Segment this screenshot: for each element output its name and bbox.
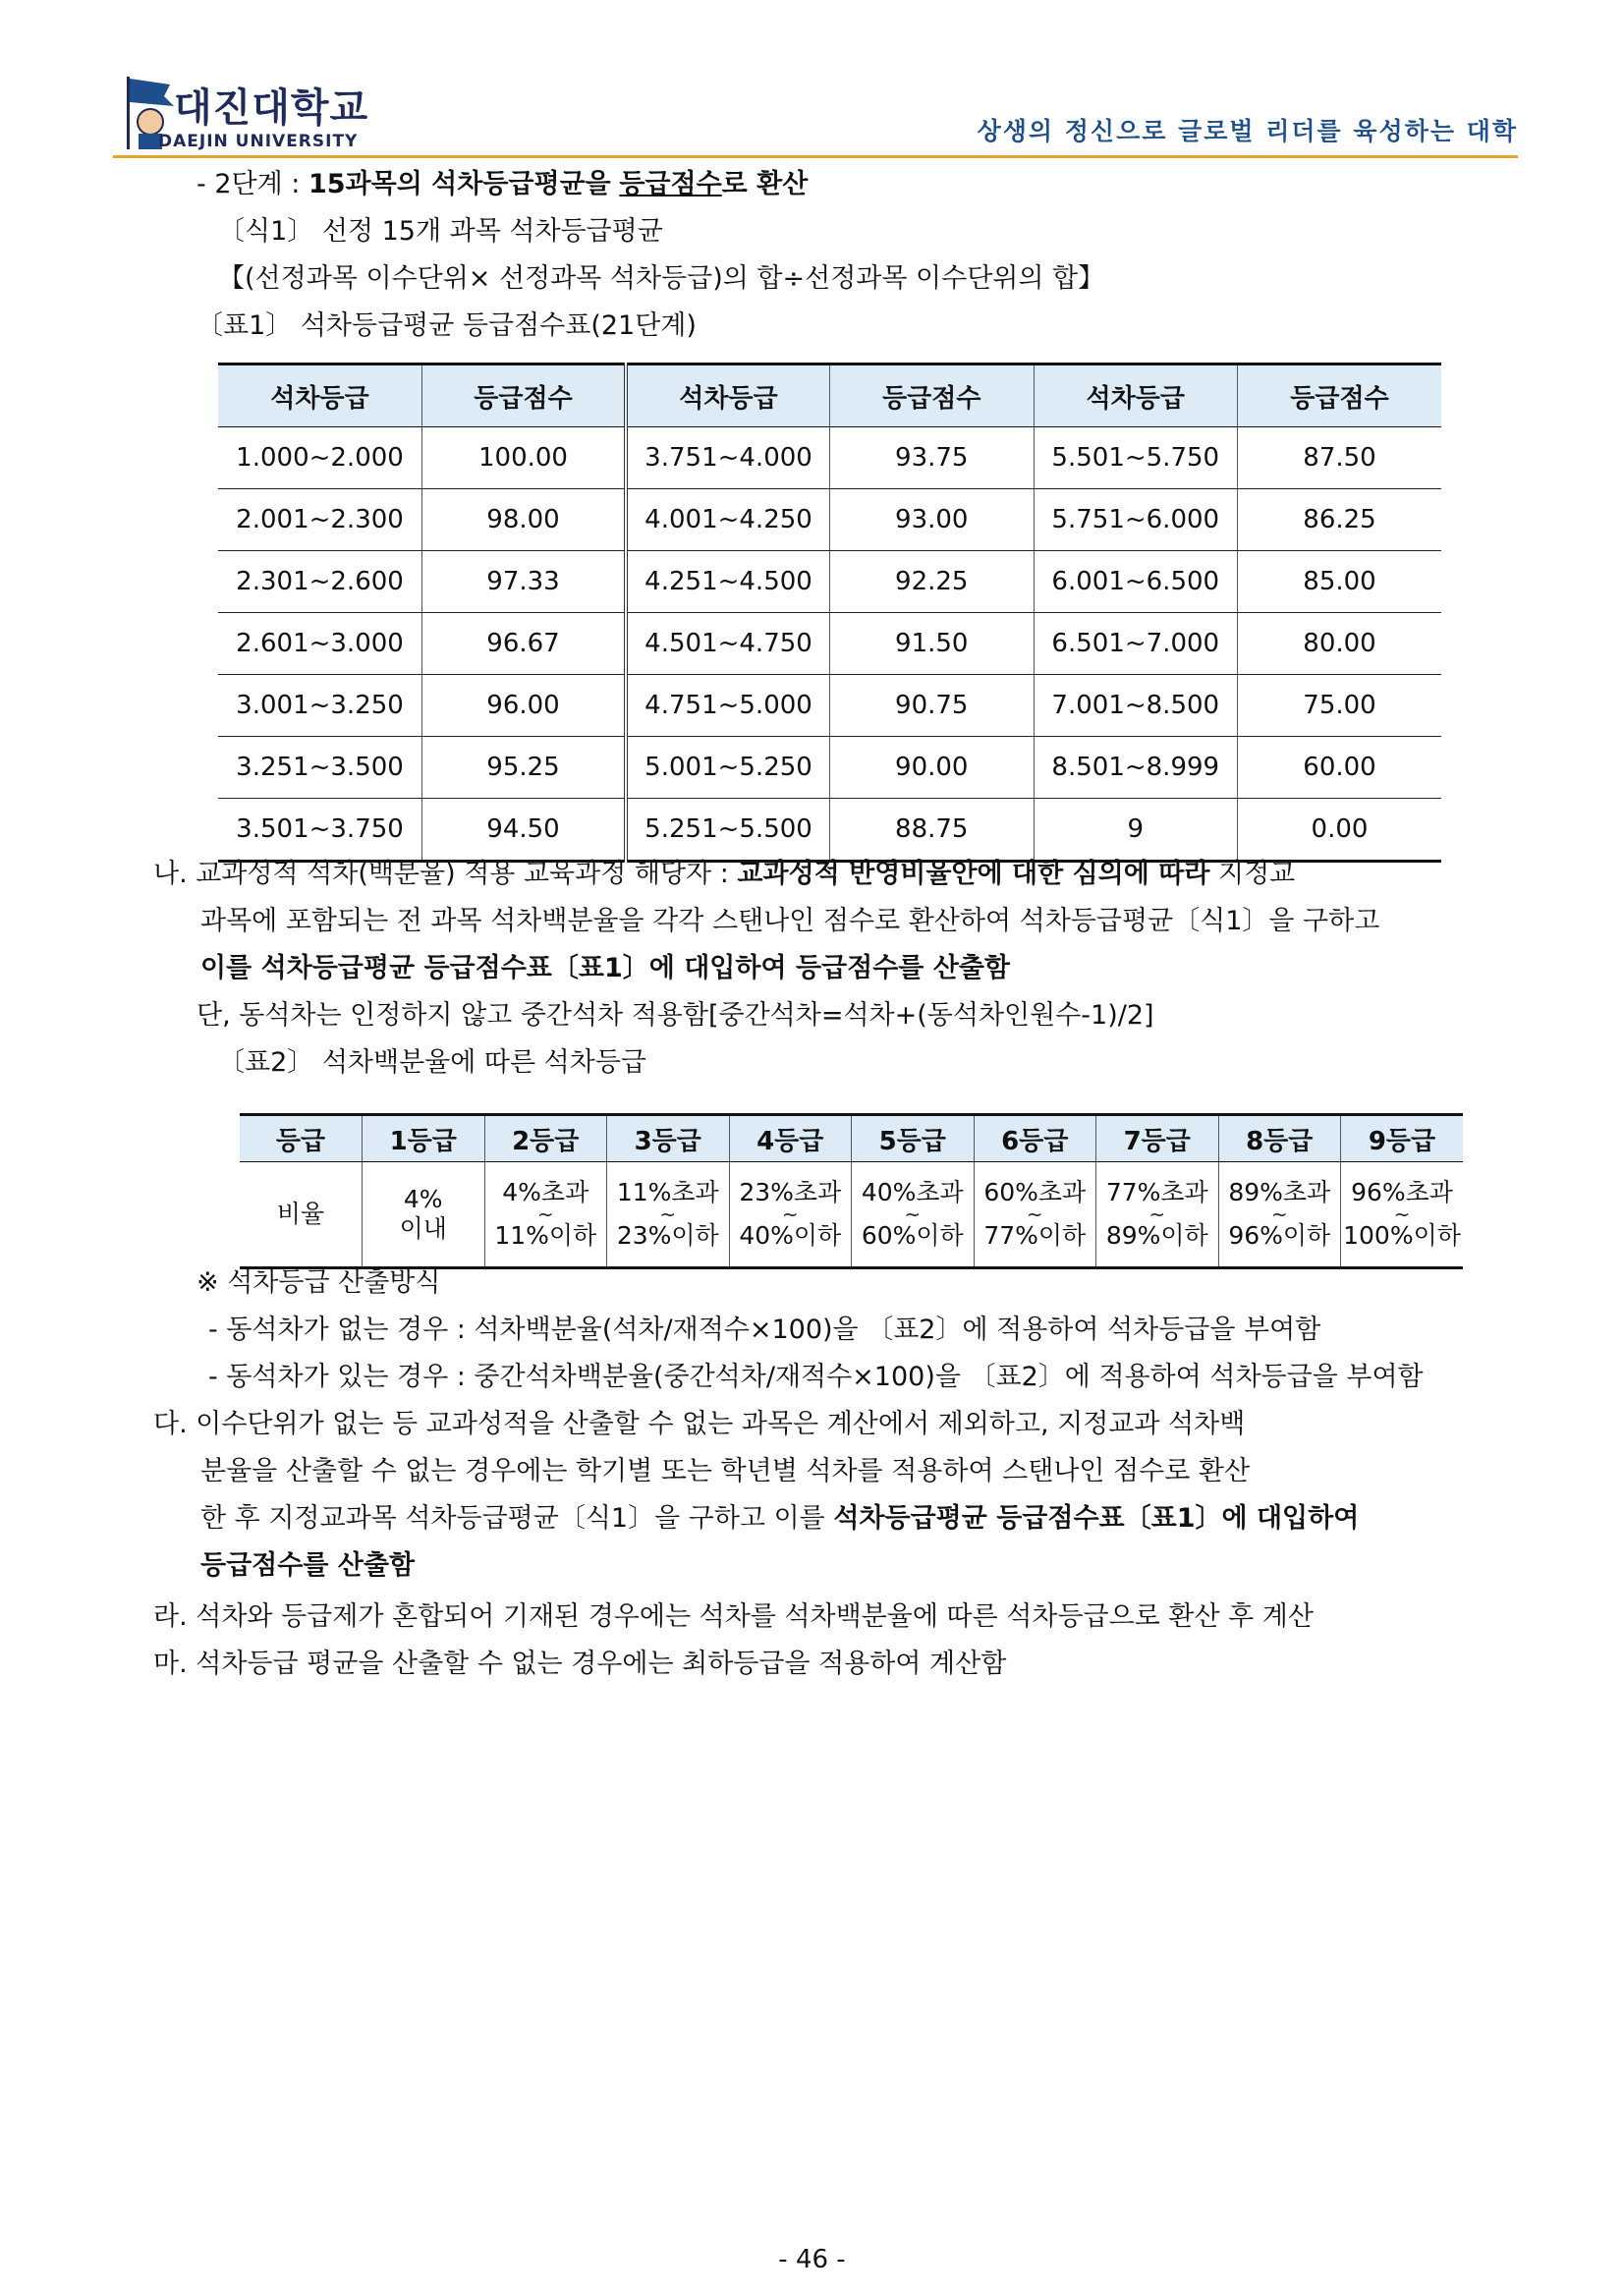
para-da-line2: 분율을 산출할 수 없는 경우에는 학기별 또는 학년별 석차를 적용하여 스탠나인 점수로 환산 [200,1456,1251,1486]
table-header-cell: 등급점수 [830,364,1035,427]
range-cell [1096,1162,1219,1268]
table-header-cell: 등급점수 [422,364,627,427]
grade-score-table [218,363,1441,863]
para-na-line1 [153,857,1295,892]
table-cell: 96.00 [422,675,627,737]
table-header-cell: 9등급 [1341,1115,1464,1162]
table-cell: 6.501~7.000 [1034,613,1238,675]
para-ra: 라. 석차와 등급제가 혼합되어 기재된 경우에는 석차를 석차백분율에 따른 석차등급으로 환산 후 계산 [153,1601,1314,1632]
range-cell [729,1162,852,1268]
slogan: 상생의 정신으로 글로벌 리더를 육성하는 대학 [977,117,1518,145]
range-cell [607,1162,730,1268]
table-cell: 2.601~3.000 [218,613,422,675]
range-mark: ~ [1148,1203,1166,1226]
table-cell: 1.000~2.000 [218,427,422,489]
table-cell: 8.501~8.999 [1034,737,1238,799]
row-label: 비율 [240,1162,363,1268]
table-header-cell: 석차등급 [218,364,422,427]
table-cell: 90.75 [830,675,1035,737]
range-upper: 77%이하 [983,1221,1087,1250]
grade1-line1: 4% [403,1185,443,1213]
table-cell: 6.001~6.500 [1034,551,1238,613]
table-cell: 5.501~5.750 [1034,427,1238,489]
table-cell: 60.00 [1238,737,1442,799]
table2-caption: 〔표2〕 석차백분율에 따른 석차등급 [218,1047,646,1078]
table-cell: 91.50 [830,613,1035,675]
table-header-cell: 3등급 [607,1115,730,1162]
range-cell [484,1162,607,1268]
table-cell: 2.001~2.300 [218,489,422,551]
table-cell: 5.001~5.250 [626,737,830,799]
para-na-suffix: 지정교 [1218,859,1296,889]
method-item2: - 동석차가 있는 경우 : 중간석차백분율(중간석차/재적수×100)을 〔표2〕에 적용하여 석차등급을 부여함 [208,1362,1424,1392]
range-lower: 11%초과 [616,1178,719,1206]
table-header-row [218,364,1441,427]
para-ma: 마. 석차등급 평균을 산출할 수 없는 경우에는 최하등급을 적용하여 계산함 [153,1649,1007,1679]
range-lower: 77%초과 [1105,1178,1208,1206]
table-header-cell: 4등급 [729,1115,852,1162]
method-title: ※ 석차등급 산출방식 [196,1267,441,1298]
range-mark: ~ [659,1203,677,1226]
percentile-grade-table [240,1113,1463,1269]
table-cell: 3.751~4.000 [626,427,830,489]
table-header-cell: 8등급 [1218,1115,1341,1162]
step2-bold: 15과목의 석차등급평균을 [308,169,611,199]
table-cell: 98.00 [422,489,627,551]
university-logo [113,69,388,155]
table-cell: 3.251~3.500 [218,737,422,799]
table-header-cell: 6등급 [974,1115,1096,1162]
table-cell: 2.301~2.600 [218,551,422,613]
table-cell: 94.50 [422,799,627,862]
formula-label: 〔식1〕 선정 15개 과목 석차등급평균 [218,216,663,247]
table-cell: 86.25 [1238,489,1442,551]
table-row [218,489,1441,551]
table-header-cell: 석차등급 [1034,364,1238,427]
table-cell: 85.00 [1238,551,1442,613]
range-mark: ~ [781,1203,799,1226]
para-na-prefix: 나. 교과성적 석차(백분율) 적용 교육과정 해당자 : [153,859,729,889]
table-cell: 87.50 [1238,427,1442,489]
table-header-cell: 5등급 [852,1115,975,1162]
table-header-cell: 1등급 [363,1115,485,1162]
logo-korean: 대진대학교 [174,85,369,131]
table-cell: 90.00 [830,737,1035,799]
range-upper: 96%이하 [1228,1221,1331,1250]
range-cell [974,1162,1096,1268]
step2-line [196,167,808,202]
table-header-cell: 석차등급 [626,364,830,427]
range-mark: ~ [536,1203,554,1226]
table-header-cell: 등급점수 [1238,364,1442,427]
para-na-bold: 교과성적 반영비율안에 대한 심의에 따라 [737,859,1210,889]
table-row [218,799,1441,862]
step2-underlined: 등급점수 [619,169,722,199]
para-da-bold: 석차등급평균 등급점수표〔표1〕에 대입하여 [833,1503,1360,1534]
range-upper: 100%이하 [1343,1221,1461,1250]
para-da-line3 [200,1501,1359,1537]
table1-caption: 〔표1〕 석차등급평균 등급점수표(21단계) [196,310,697,341]
para-na-line4: 단, 동석차는 인정하지 않고 중간석차 적용함[중간석차=석차+(동석차인원수-1)/2] [196,1000,1154,1031]
table-cell: 3.501~3.750 [218,799,422,862]
range-lower: 89%초과 [1228,1178,1331,1206]
range-lower: 23%초과 [739,1178,842,1206]
table-row [218,737,1441,799]
table-cell: 4.001~4.250 [626,489,830,551]
table-row [218,427,1441,489]
table-cell: 4.251~4.500 [626,551,830,613]
table-cell: 5.751~6.000 [1034,489,1238,551]
range-upper: 23%이하 [616,1221,719,1250]
range-lower: 4%초과 [502,1178,589,1206]
para-na-line2: 과목에 포함되는 전 과목 석차백분율을 각각 스탠나인 점수로 환산하여 석차등급평균〔식1〕을 구하고 [200,906,1380,936]
table-row [218,551,1441,613]
table-cell: 88.75 [830,799,1035,862]
range-upper: 89%이하 [1105,1221,1208,1250]
table-cell: 96.67 [422,613,627,675]
logo-english: DAEJIN UNIVERSITY [158,132,359,151]
table-row [218,675,1441,737]
range-cell [852,1162,975,1268]
range-mark: ~ [904,1203,922,1226]
table-cell: 93.00 [830,489,1035,551]
table-header-cell: 등급 [240,1115,363,1162]
para-na-line3: 이를 석차등급평균 등급점수표〔표1〕에 대입하여 등급점수를 산출함 [200,953,1010,983]
range-lower: 40%초과 [861,1178,964,1206]
table-cell: 4.501~4.750 [626,613,830,675]
table-row [240,1162,1463,1268]
range-upper: 60%이하 [861,1221,964,1250]
range-cell [1341,1162,1464,1268]
range-mark: ~ [1026,1203,1043,1226]
table-cell: 7.001~8.500 [1034,675,1238,737]
table-cell: 3.001~3.250 [218,675,422,737]
range-lower: 60%초과 [983,1178,1087,1206]
para-da-prefix: 한 후 지정교과목 석차등급평균〔식1〕을 구하고 이를 [200,1503,825,1534]
grade1-cell [363,1162,485,1268]
table-cell: 93.75 [830,427,1035,489]
table-cell: 97.33 [422,551,627,613]
table-cell: 9 [1034,799,1238,862]
grade1-line2: 이내 [399,1214,447,1243]
table-header-cell: 2등급 [484,1115,607,1162]
range-cell [1218,1162,1341,1268]
range-mark: ~ [1393,1203,1411,1226]
range-lower: 96%초과 [1351,1178,1453,1206]
page-number: - 46 - [778,2245,846,2274]
table-cell: 4.751~5.000 [626,675,830,737]
step2-suffix: 로 환산 [721,169,809,199]
header-divider [113,155,1518,158]
para-da-line1: 다. 이수단위가 없는 등 교과성적을 산출할 수 없는 과목은 계산에서 제외하고, 지정교과 석차백 [153,1409,1246,1439]
table-cell: 75.00 [1238,675,1442,737]
formula: 【(선정과목 이수단위× 선정과목 석차등급)의 합÷선정과목 이수단위의 합】 [218,263,1105,294]
table-header-row [240,1115,1463,1162]
table-cell: 92.25 [830,551,1035,613]
range-mark: ~ [1270,1203,1288,1226]
table-cell: 0.00 [1238,799,1442,862]
method-item1: - 동석차가 없는 경우 : 석차백분율(석차/재적수×100)을 〔표2〕에 적용하여 석차등급을 부여함 [208,1315,1321,1345]
table-cell: 95.25 [422,737,627,799]
table-cell: 5.251~5.500 [626,799,830,862]
table-header-cell: 7등급 [1096,1115,1219,1162]
table-row [218,613,1441,675]
page-header [113,69,1518,157]
table-cell: 80.00 [1238,613,1442,675]
range-upper: 40%이하 [739,1221,842,1250]
table-cell: 100.00 [422,427,627,489]
para-da-line4: 등급점수를 산출함 [200,1550,416,1581]
step2-prefix: - 2단계 : [196,169,301,199]
range-upper: 11%이하 [494,1221,597,1250]
